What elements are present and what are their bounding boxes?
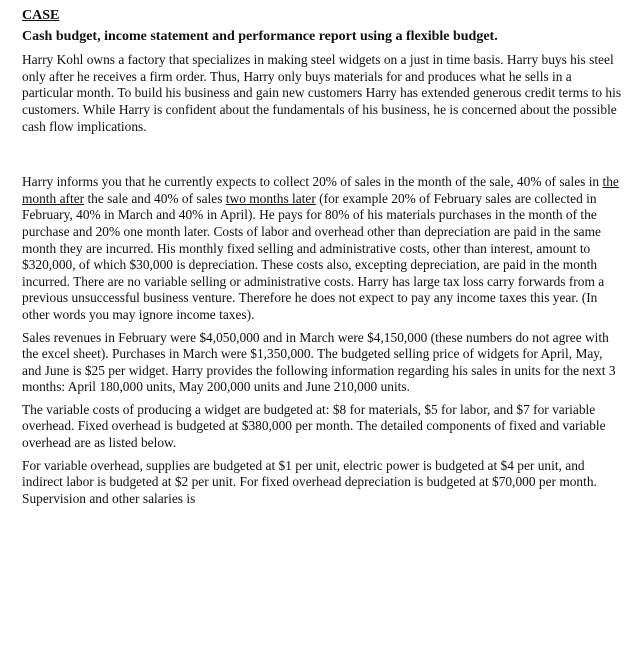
variable-costs-paragraph: The variable costs of producing a widget are budgeted at: $8 for materials, $5 for labor, and $7 for variable overhead. Fixed overhead is budgeted at $380,000 per month. The detailed components of fixed and variable overhead are as listed below. — [22, 401, 606, 451]
collections-text-a: Harry informs you that he currently expects to collect 20% of sales in the month of the sale, 40% of sales in — [22, 174, 603, 190]
intro-paragraph: Harry Kohl owns a factory that specializes in making steel widgets on a just in time basis. Harry buys his steel only after he receives a firm order. Thus, Harry only buys materials for and produces what he sells in a particular month. To build his business and gain new customers Harry has extended generous credit terms to his customers. While Harry is confident about the fundamentals of his business, he is concerned about the possible cash flow implications. — [22, 52, 622, 134]
sales-paragraph: Sales revenues in February were $4,050,000 and in March were $4,150,000 (these numbers do not agree with the excel sheet). Purchases in March were $1,350,000. The budgeted selling price of widgets for April, May, and June is $25 per widget. Harry provides the following information regarding his sales in units for the next 3 months: April 180,000 units, May 200,000 units and June 210,000 units. — [22, 329, 616, 395]
paragraph-gap — [22, 141, 622, 174]
document-page — [22, 8, 622, 513]
case-heading: CASE — [22, 8, 60, 23]
overhead-paragraph: For variable overhead, supplies are budgeted at $1 per unit, electric power is budgeted at $4 per unit, and indirect labor is budgeted at $2 per unit. For fixed overhead depreciation is budgeted at $70,000 per month. Supervision and other salaries is — [22, 457, 597, 506]
case-title: Cash budget, income statement and performance report using a flexible budget. — [22, 28, 498, 44]
underlined-month-after: the month after — [22, 174, 619, 206]
collections-text-c: (for example 20% of February sales are collected in February, 40% in March and 40% in April). He pays for 80% of his materials purchases in the month of the purchase and 20% one month later. Costs of labor and overhead other than depreciation are paid in the same month they are incurred. His monthly fixed selling and administrative costs, other than interest, amount to $320,000, of which $30,000 is depreciation. These costs also, excepting depreciation, are paid in the month incurred. There are no variable selling or administrative costs. Harry has large tax loss carry forwards from a previous unsuccessful business venture. Therefore he does not expect to pay any income taxes this year. (In other words you may ignore income taxes). — [22, 190, 605, 322]
underlined-two-months-later: two months later — [225, 190, 316, 206]
collections-text-b: the sale and 40% of sales — [84, 190, 226, 206]
collections-paragraph — [22, 174, 622, 323]
